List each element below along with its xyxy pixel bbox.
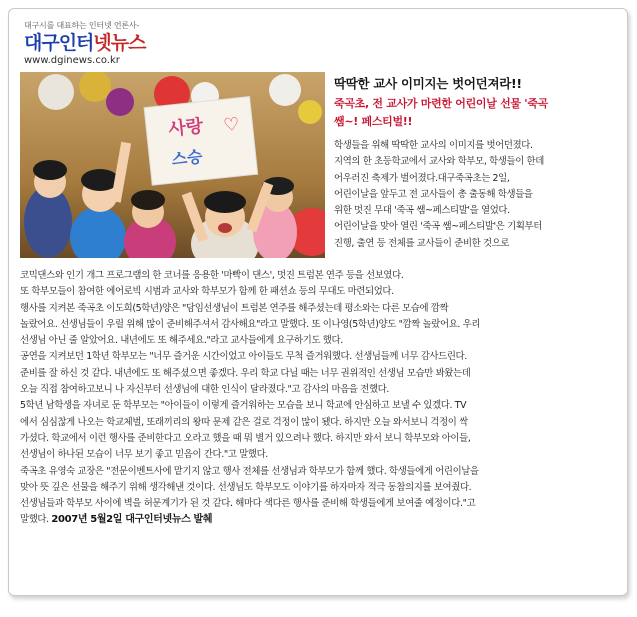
- photo-children-festival-icon: [20, 72, 325, 258]
- body-line: 또 학부모들이 참여한 에어로빅 시범과 교사와 학부모가 함께 한 패션쇼 등의 무대도 마련되었다.: [20, 286, 394, 298]
- logo-tagline: 대구시를 대표하는 인터넷 언론사-: [24, 21, 140, 30]
- body-line: 놀랐어요. 선생님들이 우릴 위해 많이 준비해주셔서 감사해요"라고 말했다. 또 이나영(5학년)양도 "깜짝 놀랐어요. 우리: [20, 318, 481, 330]
- body-line: 행사를 지켜본 죽곡초 이도희(5학년)양은 "담임선생님이 트럼본 연주를 해주셨는데 평소와는 다른 모습에 깜짝: [20, 302, 449, 314]
- body-line: 코믹댄스와 인기 개그 프로그램의 한 코너를 응용한 '마빡이 댄스', 멋진 트럼본 연주 등을 선보였다.: [20, 270, 404, 281]
- body-line: 선생님들과 학부모 사이에 벽을 허문계기가 된 것 같다. 해마다 색다른 행사를 준비해 학생들에게 보여줄 예정이다."고: [20, 498, 476, 510]
- body-line: 에서 심심찮게 나오는 학교체벌, 또래끼리의 왕따 문제 같은 걸로 걱정이 많이 됐다. 하지만 오늘 와서보니 걱정이 싹: [20, 416, 468, 428]
- body-line: 학생들을 위해 딱딱한 교사의 이미지를 벗어던졌다.: [334, 140, 533, 151]
- body-line: 맞아 뜻 깊은 선물을 해주기 위해 생각해낸 것이다. 선생님도 학부모도 이야기를 하자마자 적극 동참의지를 보여줬다.: [20, 481, 472, 493]
- logo-brand-part1: 대구인터: [24, 32, 94, 54]
- logo-brand-part2: 넷뉴스: [93, 32, 146, 54]
- sign-text: 사랑: [167, 115, 205, 141]
- last-line-prefix: 말했다.: [20, 514, 52, 526]
- svg-text:♡: ♡: [222, 113, 241, 137]
- body-line: 공연을 지켜보던 1학년 학부모는 "너무 즐거운 시간이었고 아이들도 무척 즐거워했다. 선생님들께 너무 감사드린다.: [20, 351, 467, 363]
- body-line: 죽곡초 유영숙 교장은 "전문이벤트사에 맡기지 않고 행사 전체를 선생님과 학부모가 함께 했다. 학생들에게 어린이날을: [20, 465, 479, 477]
- body-line: 선생님이 하나된 모습이 너무 보기 좋고 믿음이 간다."고 말했다.: [20, 449, 268, 461]
- article-body-side: [334, 138, 624, 252]
- body-line: 선생님 아닌 줄 알았어요. 내년에도 또 해주세요."라고 교사들에게 요구하기도 했다.: [20, 335, 343, 347]
- article-photo: [20, 72, 325, 258]
- article-body-full: [20, 268, 624, 529]
- logo-brand: [24, 32, 145, 54]
- logo-url: www.dginews.co.kr: [24, 55, 120, 66]
- body-line: 어우러진 축제가 벌어졌다.대구죽곡초는 2일,: [334, 172, 510, 184]
- body-line: 오늘 직접 참여하고보니 나 자신부터 선생님에 대한 인식이 달라졌다."고 감사의 마음을 전했다.: [20, 384, 389, 396]
- article-headline: 딱딱한 교사 이미지는 벗어던져라!!: [334, 76, 522, 91]
- body-line: 위한 멋진 무대 '죽곡 쌤~페스티발'을 열었다.: [334, 205, 510, 217]
- body-line-last: [20, 512, 624, 528]
- article-subhead: [334, 95, 620, 131]
- site-logo[interactable]: [24, 20, 145, 66]
- subhead-line: 쌤~! 페스티벌!!: [334, 115, 413, 128]
- body-line: 진행, 출연 등 전체를 교사들이 준비한 것으로: [334, 237, 510, 249]
- svg-text:스승: 스승: [170, 146, 204, 170]
- body-line: 지역의 한 초등학교에서 교사와 학부모, 학생들이 한데: [334, 156, 544, 168]
- article-dateline: 2007년 5월2일 대구인터넷뉴스 발췌: [51, 514, 213, 526]
- body-line: 5학년 남학생을 자녀로 둔 학부모는 "아이들이 이렇게 즐거워하는 모습을 보니 학교에 안심하고 보낼 수 있겠다. TV: [20, 400, 467, 412]
- body-line: 준비를 잘 하신 것 같다. 내년에도 또 해주셨으면 좋겠다. 우리 학교 다닐 때는 너무 권위적인 선생님 모습만 봐왔는데: [20, 367, 471, 379]
- body-line: 어린이날을 앞두고 전 교사들이 총 출동해 학생들을: [334, 188, 533, 200]
- subhead-line: 죽곡초, 전 교사가 마련한 어린이날 선물 '죽곡: [334, 97, 548, 110]
- body-line: 어린이날을 맞아 열린 '죽곡 쌤~페스티발'은 기획부터: [334, 221, 542, 233]
- body-line: 가셨다. 학교에서 이런 행사를 준비한다고 오라고 했을 때 뭐 별거 있으려나 했다. 하지만 와서 보니 학부모와 아이들,: [20, 432, 471, 444]
